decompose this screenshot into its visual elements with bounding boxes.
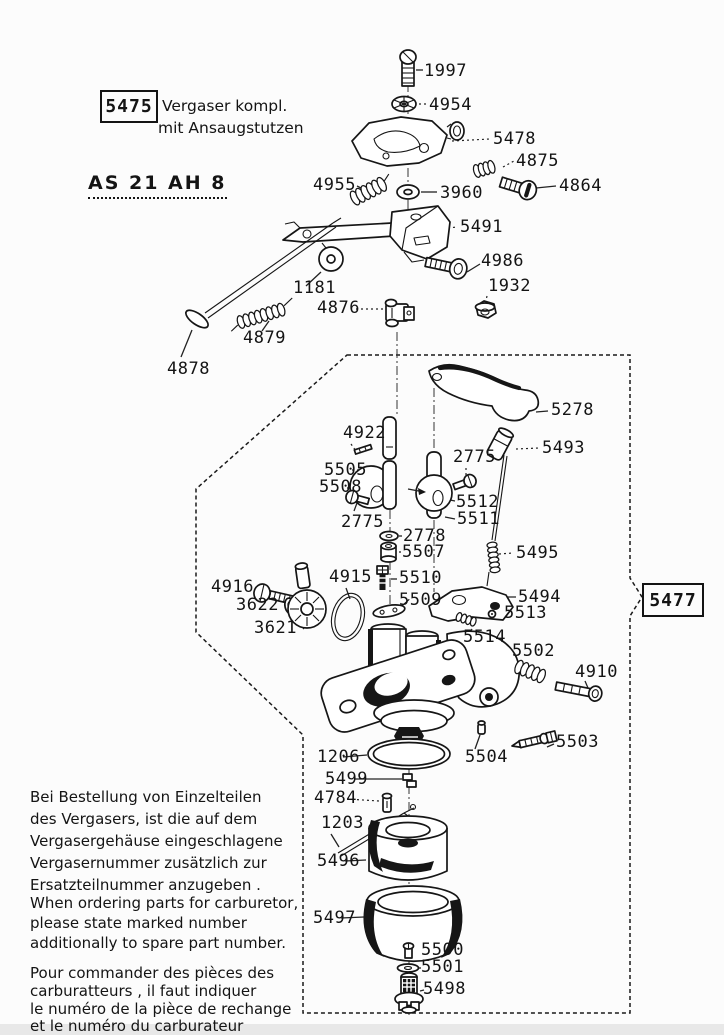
part-label-5514: 5514 [463,627,506,647]
part-label-5502: 5502 [512,641,555,661]
note-french-clipped-line: et le numéro du carburateur [30,1017,244,1035]
part-label-4954: 4954 [429,95,472,115]
part-label-4879: 4879 [243,328,286,348]
note-line: Bei Bestellung von Einzelteilen [30,788,262,806]
part-label-4875: 4875 [516,151,559,171]
part-label-5511: 5511 [457,509,500,529]
part-label-4916: 4916 [211,577,254,597]
washer-5501-drawing [398,964,419,972]
part-label-3622: 3622 [236,595,279,615]
bushing-5507-drawing [381,543,396,563]
part-label-5491: 5491 [460,217,503,237]
part-label-5501: 5501 [421,957,464,977]
note-line: Ersatzteilnummer anzugeben . [30,876,261,894]
pin-4784-drawing [383,794,392,813]
screw-5510-drawing [377,566,388,590]
screw-1997-drawing [400,50,416,86]
note-line: des Vergasers, ist die auf dem [30,810,258,828]
clip-5499-drawing [403,774,416,787]
screw-2775-right-drawing [452,473,478,493]
part-label-5505: 5505 [324,460,367,480]
nut-1932-drawing [476,301,497,318]
part-label-5497: 5497 [313,908,356,928]
note-line: Pour commander des pièces des [30,964,275,982]
gasket-1206-drawing [368,739,450,769]
part-label-1181: 1181 [293,278,336,298]
pin-4922-drawing [354,445,372,454]
float-5496-drawing [368,816,447,880]
note-german [30,786,283,896]
part-label-5495: 5495 [516,543,559,563]
part-label-5510: 5510 [399,568,442,588]
part-label-4910: 4910 [575,662,618,682]
assembly-title-line2: mit Ansaugstutzen [158,119,304,137]
part-label-3621: 3621 [254,618,297,638]
assembly-title-line1: Vergaser kompl. [162,97,288,115]
part-label-4878: 4878 [167,359,210,379]
part-label-1932: 1932 [488,276,531,296]
note-line: carburatteurs , il faut indiquer [30,982,257,1000]
valve-4876-drawing [386,300,415,327]
part-label-3960: 3960 [440,183,483,203]
part-label-5498: 5498 [423,979,466,999]
group-number: 5477 [649,589,697,611]
star-washer-4954-drawing [392,97,416,112]
part-label-1997: 1997 [424,61,467,81]
part-label-4955: 4955 [313,175,356,195]
part-label-5478: 5478 [493,129,536,149]
part-label-1203: 1203 [321,813,364,833]
assembly-title [158,95,304,139]
o-ring-4915-drawing [327,590,370,644]
part-label-4784: 4784 [314,788,357,808]
part-label-2778: 2778 [403,526,446,546]
model-code: AS 21 AH 8 [88,172,227,199]
part-label-5512: 5512 [456,492,499,512]
part-label-5493: 5493 [542,438,585,458]
group-number-box-5477 [642,583,704,617]
note-line: Vergasergehäuse eingeschlagene [30,832,283,850]
part-label-5513: 5513 [504,603,547,623]
part-label-5500: 5500 [421,940,464,960]
part-label-1206: 1206 [317,747,360,767]
drain-valve-5498-drawing [395,973,423,1013]
part-label-4915: 4915 [329,567,372,587]
washer-3960-drawing [397,185,419,199]
screw-5500-drawing [404,943,414,958]
screw-4864-drawing [498,173,538,202]
part-label-2775-a: 2775 [453,447,496,467]
note-french [30,964,291,1018]
float-arm-5512-drawing [408,475,452,511]
part-label-4864: 4864 [559,176,602,196]
part-label-5499: 5499 [325,769,368,789]
part-label-5508: 5508 [319,477,362,497]
part-label-4922: 4922 [343,423,386,443]
part-label-5509: 5509 [399,590,442,610]
part-label-4876: 4876 [317,298,360,318]
note-line: Vergasernummer zusätzlich zur [30,854,267,872]
assembly-number-box-5475 [100,90,158,123]
note-line: When ordering parts for carburetor, [30,894,299,912]
bracket-5491-drawing [283,206,450,262]
idle-screw-5503-drawing [511,731,557,751]
lever-5278-drawing [429,365,538,421]
note-english [30,893,298,953]
part-label-2775-b: 2775 [341,512,384,532]
washer-1181-drawing [319,243,343,271]
note-line: le numéro de la pièce de rechange [30,1000,292,1018]
ball-5513-drawing [489,611,496,618]
note-line: please state marked number [30,914,247,932]
part-label-5507: 5507 [402,542,445,562]
note-line: additionally to spare part number. [30,934,286,952]
part-label-5278: 5278 [551,400,594,420]
part-label-5504: 5504 [465,747,508,767]
throttle-plate-5478-drawing [352,117,464,166]
part-label-5496: 5496 [317,851,360,871]
plug-5504-drawing [478,721,485,734]
part-label-5503: 5503 [556,732,599,752]
part-label-5494: 5494 [518,587,561,607]
part-label-4986: 4986 [481,251,524,271]
spring-4875-drawing [472,160,496,178]
assembly-number: 5475 [105,96,153,117]
